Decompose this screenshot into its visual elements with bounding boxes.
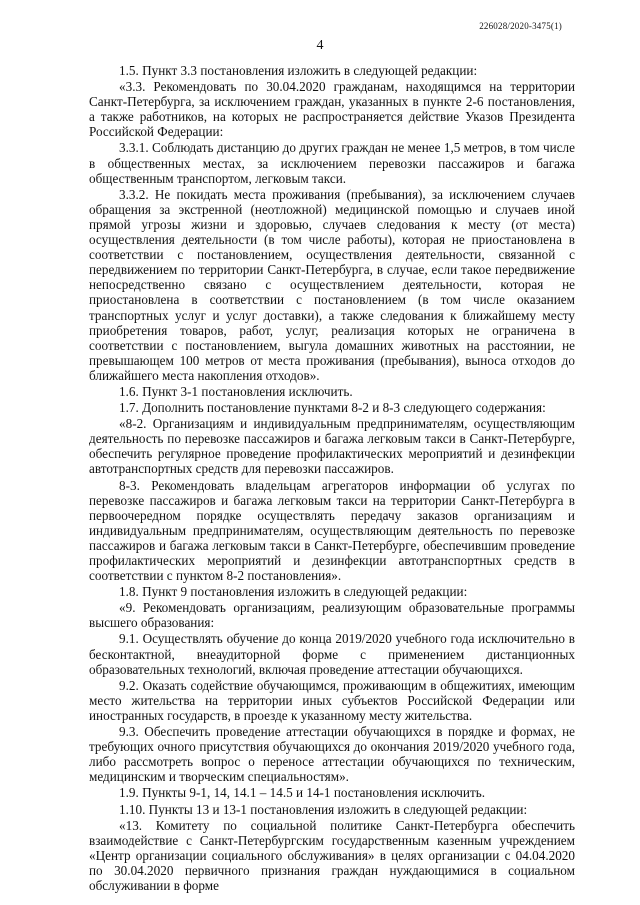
paragraph: 3.3.1. Соблюдать дистанцию до других граждан не менее 1,5 метров, в том числе в общественных местах, за исключением перевозки пассажиров и багажа общественным транспортом, легковым такси.: [89, 140, 575, 186]
paragraph: 9.1. Осуществлять обучение до конца 2019/2020 учебного года исключительно в бесконтактной, внеаудиторной форме с применением дистанционных образовательных технологий, включая проведение аттестации обучающихся.: [89, 631, 575, 677]
paragraph: «9. Рекомендовать организациям, реализующим образовательные программы высшего образования:: [89, 600, 575, 631]
paragraph: «13. Комитету по социальной политике Санкт-Петербурга обеспечить взаимодействие с Санкт-Петербургским государственным казенным учреждением «Центр организации социального обслуживания» в целях организации с 04.04.2020 по 30.04.2020 первичного признания граждан нуждающимися в социальном обслуживании в форме: [89, 817, 575, 893]
paragraph: 9.2. Оказать содействие обучающимся, проживающим в общежитиях, имеющим место жительства на территории иных субъектов Российской Федерации или иностранных государств, в проезде к указанному месту жительства.: [89, 677, 575, 723]
paragraph: 9.3. Обеспечить проведение аттестации обучающихся в порядке и формах, не требующих очного присутствия обучающихся до окончания 2019/2020 учебного года, либо рассмотреть вопрос о переносе аттестации обучающихся по техническим, медицинским и творческим специальностям».: [89, 724, 575, 785]
document-body: [89, 63, 575, 894]
paragraph: 1.9. Пункты 9-1, 14, 14.1 – 14.5 и 14-1 постановления исключить.: [119, 785, 486, 801]
paragraph: 1.6. Пункт 3-1 постановления исключить.: [119, 383, 353, 399]
paragraph: 3.3.2. Не покидать места проживания (пребывания), за исключением случаев обращения за экстренной (неотложной) медицинской помощью и случаев иной прямой угрозы жизни и здоровью, случаев следования к месту (от места) осуществления деятельности (в том числе работы), которая не приостановлена в соответствии с постановлением, осуществления деятельности, связанной с передвижением по территории Санкт-Петербурга, в случае, если такое передвижение непосредственно связано с осуществлением деятельности, которая не приостановлена в соответствии с постановлением (в том числе оказанием транспортных услуг и услуг доставки), а также следования к ближайшему месту приобретения товаров, работ, услуг, реализация которых не ограничена в соответствии с постановлением, выгула домашних животных на расстоянии, не превышающем 100 метров от места проживания (пребывания), выноса отходов до ближайшего места накопления отходов».: [89, 186, 575, 383]
document-number: 226028/2020-3475(1): [479, 21, 562, 31]
paragraph: «8-2. Организациям и индивидуальным предпринимателям, осуществляющим деятельность по перевозке пассажиров и багажа легковым такси в Санкт-Петербурге, обеспечить регулярное проведение профилактических мероприятий и дезинфекции автотранспортных средств для перевозки пассажиров.: [89, 416, 575, 477]
page-number: 4: [316, 38, 324, 53]
paragraph: 1.10. Пункты 13 и 13-1 постановления изложить в следующей редакции:: [119, 801, 528, 817]
paragraph: 1.8. Пункт 9 постановления изложить в следующей редакции:: [119, 584, 468, 600]
paragraph: 1.5. Пункт 3.3 постановления изложить в следующей редакции:: [119, 63, 478, 78]
paragraph: «3.3. Рекомендовать по 30.04.2020 гражданам, находящимся на территории Санкт-Петербурга, за исключением граждан, указанных в пункте 2-6 постановления, а также работников, на которых не распространяется действие Указов Президента Российской Федерации:: [89, 79, 575, 140]
paragraph: 1.7. Дополнить постановление пунктами 8-2 и 8-3 следующего содержания:: [119, 400, 546, 416]
paragraph: 8-3. Рекомендовать владельцам агрегаторов информации об услугах по перевозке пассажиров и багажа легковым такси на территории Санкт-Петербурга в первоочередном порядке осуществлять передачу заказов организациям и индивидуальным предпринимателям, осуществляющим деятельность по перевозке пассажиров и багажа легковым такси в Санкт-Петербурге, обеспечившим проведение профилактических мероприятий и дезинфекции автотранспортных средств в соответствии с пунктом 8-2 постановления».: [89, 477, 575, 584]
